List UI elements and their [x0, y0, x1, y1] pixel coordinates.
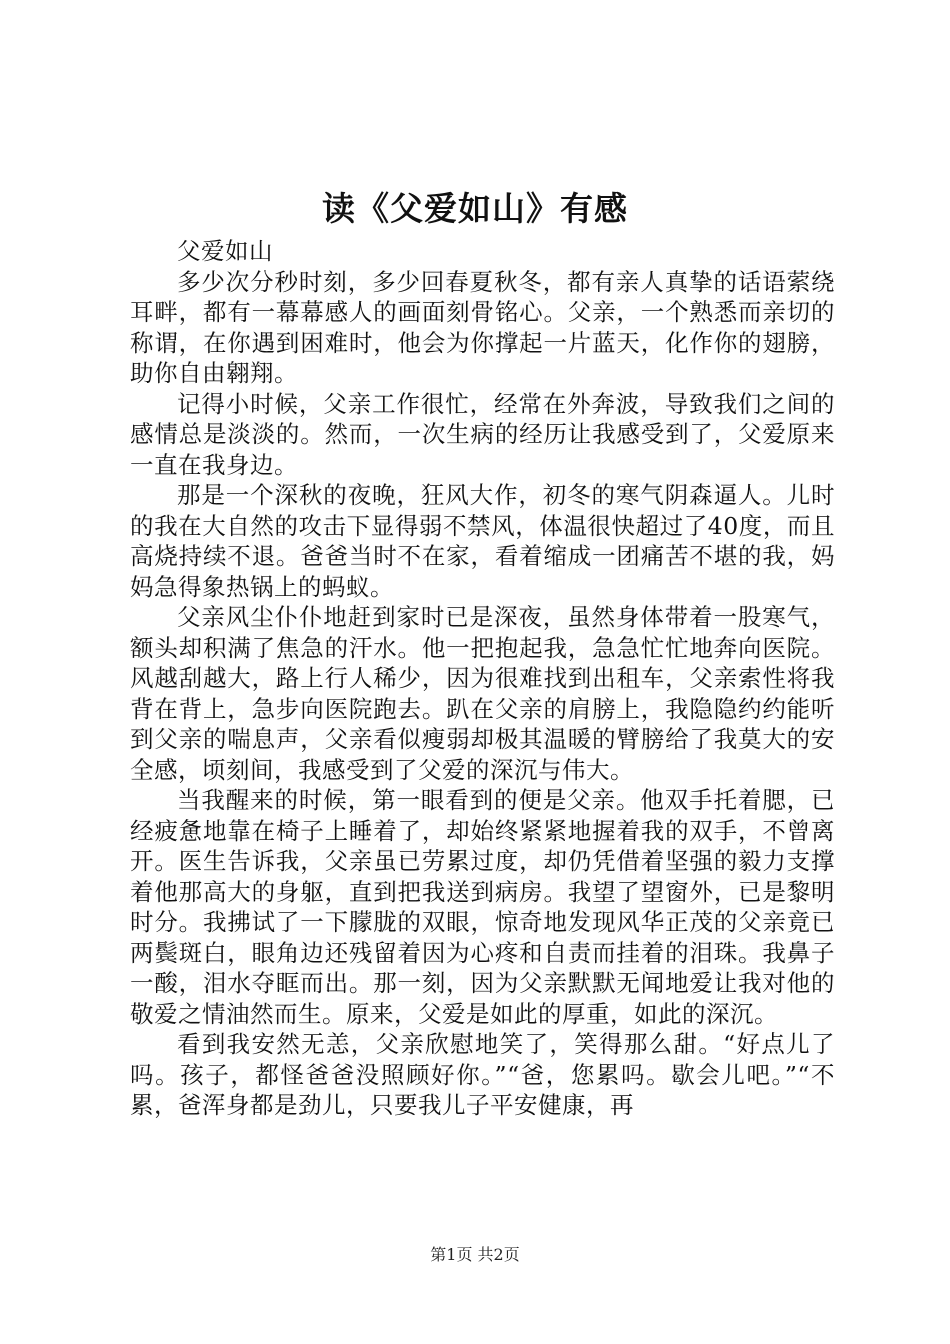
document-body: [130, 236, 835, 1121]
paragraph-subtitle: 父爱如山: [177, 237, 273, 265]
paragraph: 当我醒来的时候，第一眼看到的便是父亲。他双手托着腮，已经疲惫地靠在椅子上睡着了，却始终紧紧地握着我的双手，不曾离开。医生告诉我，父亲虽已劳累过度，却仍凭借着坚强的毅力支撑着他那高大的身躯，直到把我送到病房。我望了望窗外，已是黎明时分。我拂试了一下朦胧的双眼，惊奇地发现风华正茂的父亲竟已两鬓斑白，眼角边还残留着因为心疼和自责而挂着的泪珠。我鼻子一酸，泪水夺眶而出。那一刻，因为父亲默默无闻地爱让我对他的敬爱之情油然而生。原来，父爱是如此的厚重，如此的深沉。: [130, 786, 835, 1028]
document-title: 读《父爱如山》有感: [322, 189, 628, 228]
paragraph: 看到我安然无恙，父亲欣慰地笑了，笑得那么甜。“好点儿了吗。孩子，都怪爸爸没照顾好你。”“爸，您累吗。歇会儿吧。”“不累，爸浑身都是劲儿，只要我儿子平安健康，再: [130, 1030, 835, 1119]
paragraph: 父亲风尘仆仆地赶到家时已是深夜，虽然身体带着一股寒气，额头却积满了焦急的汗水。他一把抱起我，急急忙忙地奔向医院。风越刮越大，路上行人稀少，因为很难找到出租车，父亲索性将我背在背上，急步向医院跑去。趴在父亲的肩膀上，我隐隐约约能听到父亲的喘息声，父亲看似瘦弱却极其温暖的臂膀给了我莫大的安全感，顷刻间，我感受到了父爱的深沉与伟大。: [130, 603, 835, 784]
paragraph: 多少次分秒时刻，多少回春夏秋冬，都有亲人真挚的话语萦绕耳畔，都有一幕幕感人的画面刻骨铭心。父亲，一个熟悉而亲切的称谓，在你遇到困难时，他会为你撑起一片蓝天，化作你的翅膀，助你自由翱翔。: [130, 267, 835, 387]
paragraph: 那是一个深秋的夜晚，狂风大作，初冬的寒气阴森逼人。儿时的我在大自然的攻击下显得弱不禁风，体温很快超过了40度，而且高烧持续不退。爸爸当时不在家，看着缩成一团痛苦不堪的我，妈妈急得象热锅上的蚂蚁。: [130, 481, 835, 601]
page-number-footer: 第1页 共2页: [430, 1245, 520, 1264]
paragraph: 记得小时候，父亲工作很忙，经常在外奔波，导致我们之间的感情总是淡淡的。然而，一次生病的经历让我感受到了，父爱原来一直在我身边。: [130, 389, 835, 479]
